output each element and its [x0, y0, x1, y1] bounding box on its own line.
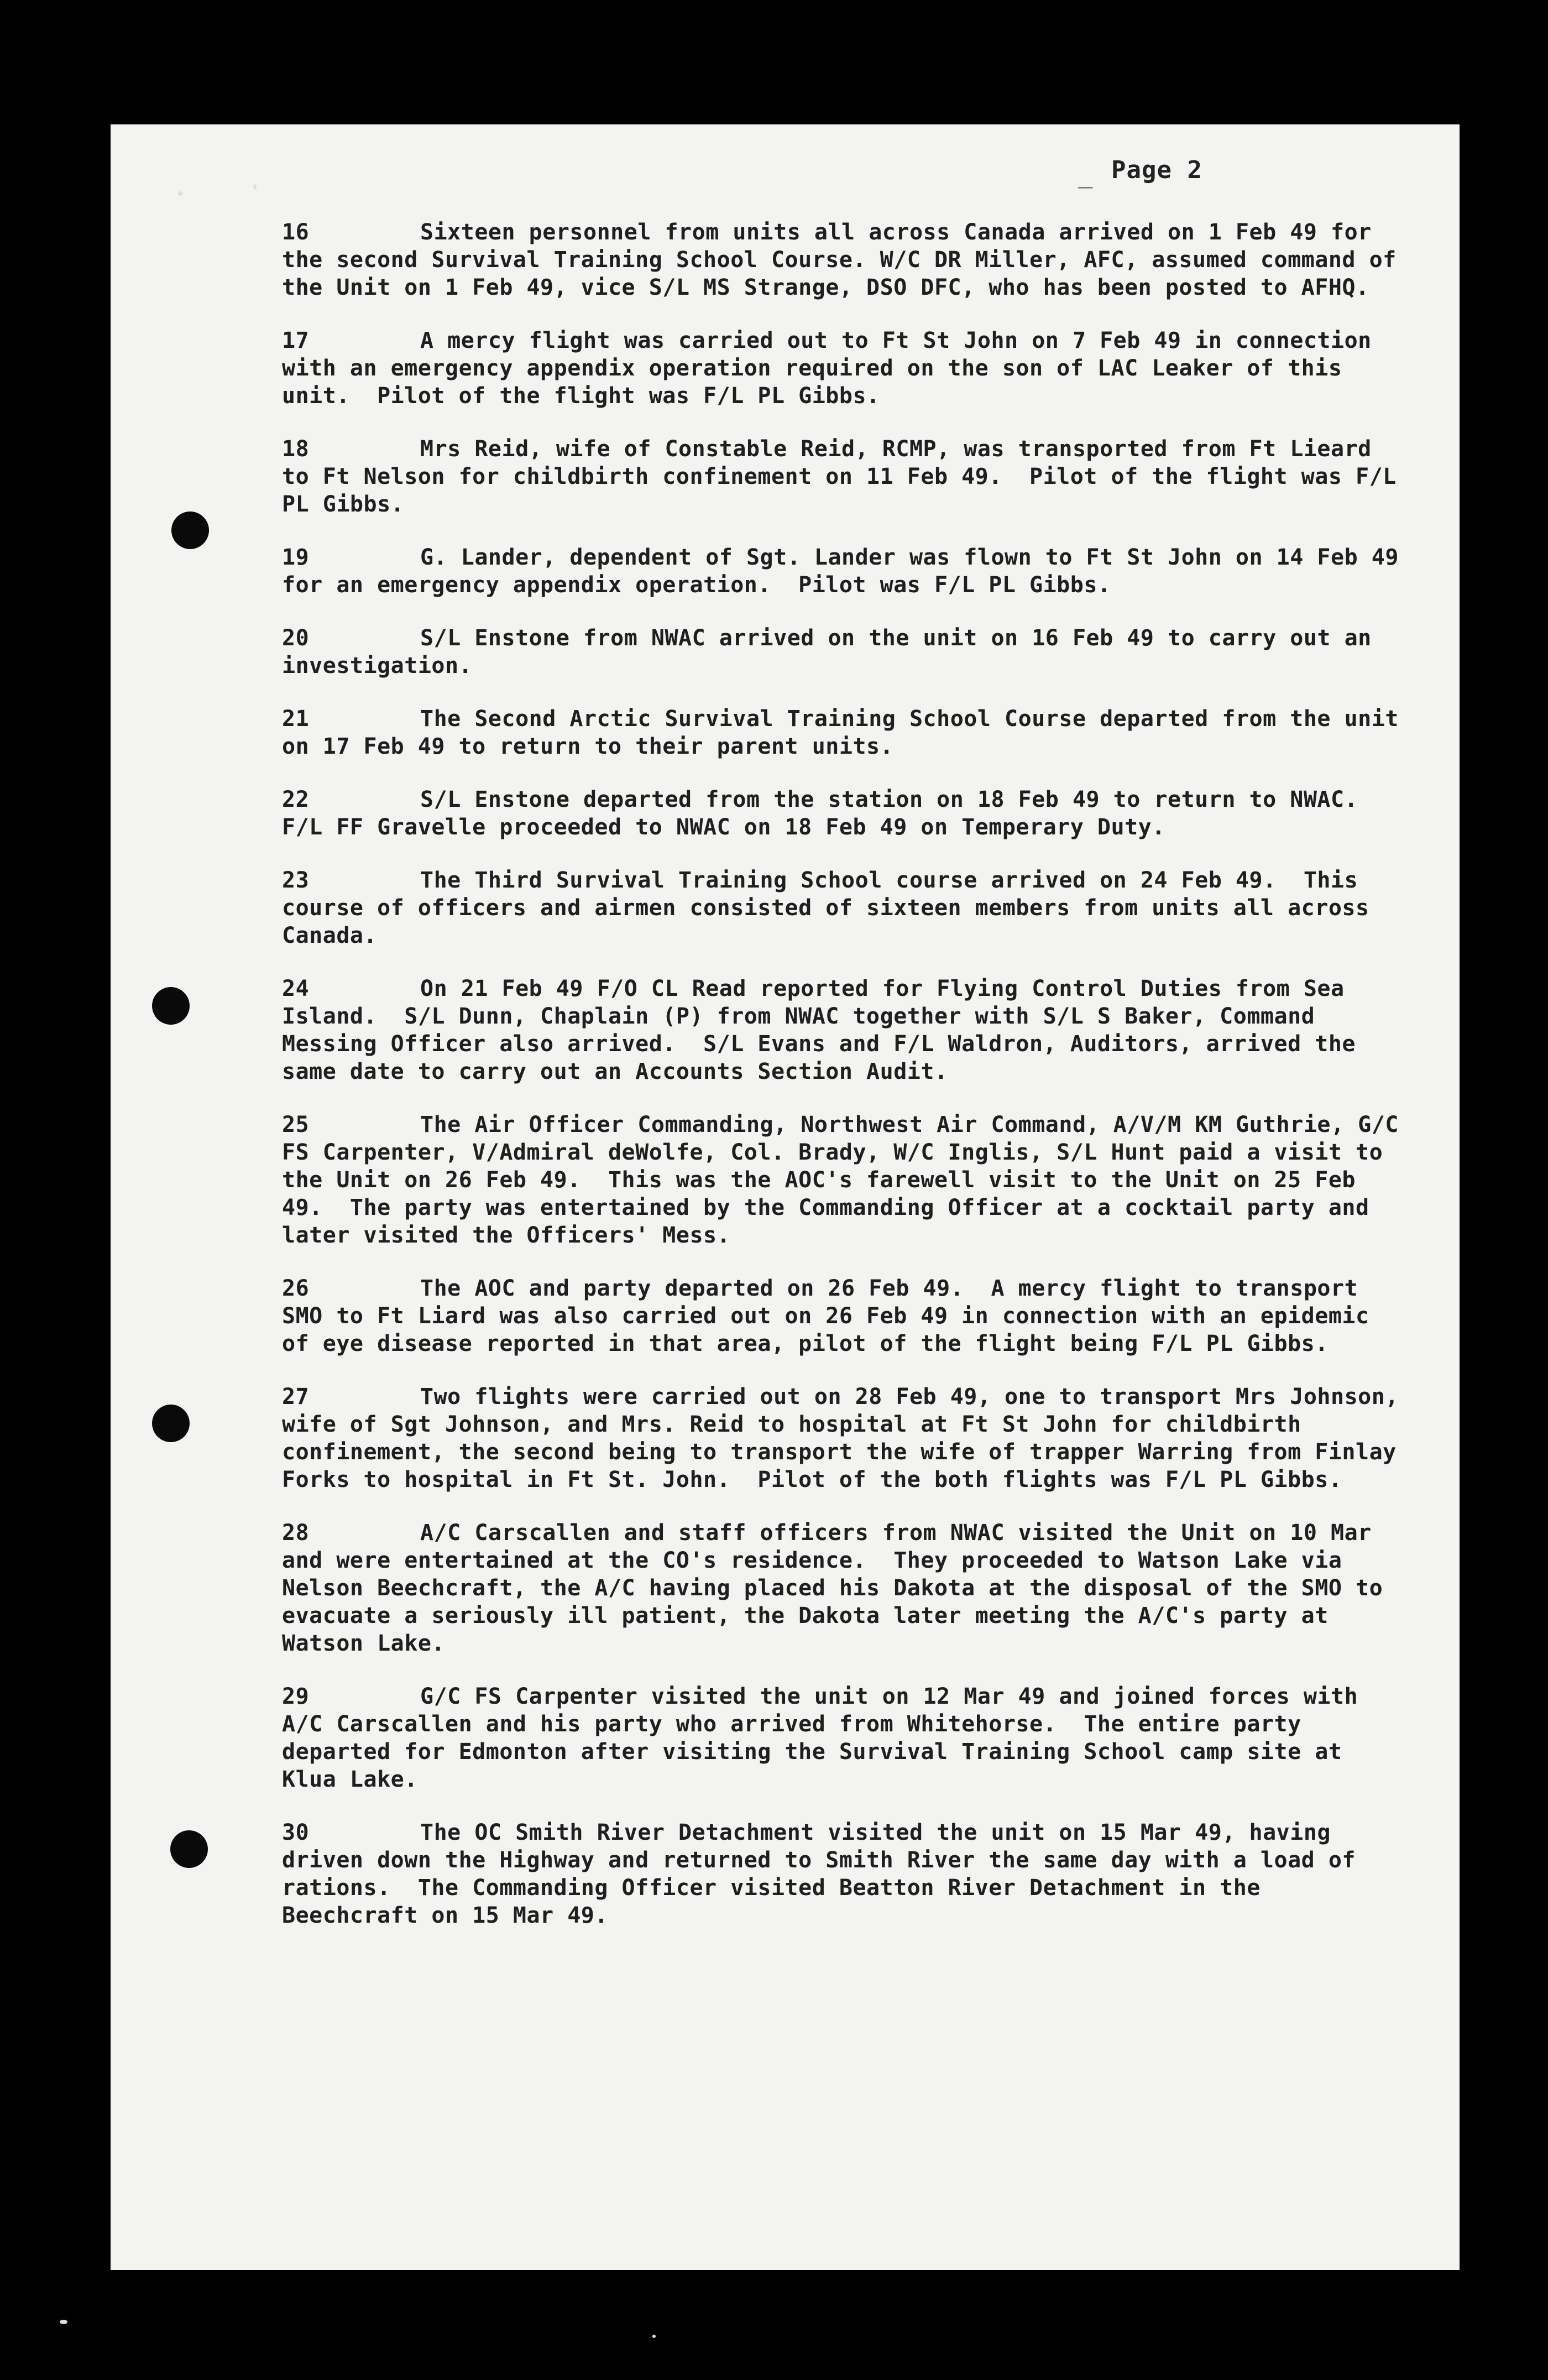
entry-text: S/L Enstone from NWAC arrived on the unit on 16 Feb 49 to carry out an investigation. — [282, 625, 1385, 678]
entry-text: The Second Arctic Survival Training School Course departed from the unit on 17 Feb 49 to return to their parent units. — [282, 706, 1413, 759]
entry-22 — [282, 786, 1404, 841]
entry-number: 20 — [282, 625, 310, 651]
entry-text: G. Lander, dependent of Sgt. Lander was flown to Ft St John on 14 Feb 49 for an emergency appendix operation. Pilot was F/L PL Gibbs. — [282, 545, 1413, 598]
entry-text: The AOC and party departed on 26 Feb 49. A mercy flight to transport SMO to Ft Liard was also carried out on 26 Feb 49 in connection with an epidemic of eye disease reported in that area, pilot of the flight being F/L PL Gibbs. — [282, 1276, 1383, 1356]
entry-number: 30 — [282, 1820, 310, 1845]
entry-16 — [282, 218, 1410, 301]
film-speck — [253, 184, 257, 190]
page-mark: _ — [1078, 160, 1093, 189]
entry-30 — [282, 1819, 1404, 1929]
entry-28 — [282, 1519, 1404, 1657]
entry-21 — [282, 705, 1413, 760]
entry-number: 19 — [282, 545, 310, 570]
entry-23 — [282, 867, 1404, 949]
entry-number: 17 — [282, 328, 310, 353]
entries-list — [282, 218, 1413, 1955]
entry-text: A mercy flight was carried out to Ft St John on 7 Feb 49 in connection with an emergency appendix operation required on the son of LAC Leaker of this unit. Pilot of the flight was F/L PL Gibbs. — [282, 328, 1385, 409]
entry-number: 18 — [282, 436, 310, 462]
entry-text: Two flights were carried out on 28 Feb 49, one to transport Mrs Johnson, wife of Sgt Johnson, and Mrs. Reid to hospital at Ft St John for childbirth confinement, the second being to transport the wife of trapper Warring from Finlay Forks to hospital in Ft St. John. Pilot of the both flights was F/L PL Gibbs. — [282, 1384, 1413, 1492]
entry-number: 23 — [282, 868, 310, 893]
entry-number: 26 — [282, 1276, 310, 1301]
entry-text: G/C FS Carpenter visited the unit on 12 Mar 49 and joined forces with A/C Carscallen and his party who arrived from Whitehorse. The entire party departed for Edmonton after visiting the Survival Training School camp site at Klua Lake. — [282, 1684, 1372, 1792]
punch-hole — [171, 512, 209, 549]
entry-26 — [282, 1275, 1404, 1358]
punch-hole — [152, 1405, 190, 1442]
entry-27 — [282, 1383, 1413, 1494]
entry-number: 21 — [282, 706, 310, 732]
entry-number: 22 — [282, 787, 310, 812]
punch-hole — [170, 1830, 208, 1868]
entry-number: 27 — [282, 1384, 310, 1410]
entry-text: A/C Carscallen and staff officers from NWAC visited the Unit on 10 Mar and were entertained at the CO's residence. They proceeded to Watson Lake via Nelson Beechcraft, the A/C having placed his Dakota at the disposal of the SMO to evacuate a seriously ill patient, the Dakota later meeting the A/C's party at Watson Lake. — [282, 1520, 1397, 1656]
entry-text: The Third Survival Training School course arrived on 24 Feb 49. This course of officers and airmen consisted of sixteen members from units all across Canada. — [282, 868, 1383, 948]
film-speck — [178, 191, 182, 196]
film-speck — [652, 2335, 656, 2338]
entry-text: The Air Officer Commanding, Northwest Air Command, A/V/M KM Guthrie, G/C FS Carpenter, V/Admiral deWolfe, Col. Brady, W/C Inglis, S/L Hunt paid a visit to the Unit on 26 Feb 49. This was the AOC's farewell visit to the Unit on 25 Feb 49. The party was entertained by the Commanding Officer at a cocktail party and later visited the Officers' Mess. — [282, 1112, 1413, 1248]
entry-17 — [282, 327, 1404, 410]
entry-number: 28 — [282, 1520, 310, 1546]
entry-20 — [282, 624, 1404, 680]
entry-number: 16 — [282, 220, 310, 245]
page-number: Page 2 — [1111, 156, 1202, 184]
entry-24 — [282, 975, 1404, 1085]
entry-text: On 21 Feb 49 F/O CL Read reported for Flying Control Duties from Sea Island. S/L Dunn, Chaplain (P) from NWAC together with S/L S Baker, Command Messing Officer also arrived. S/L Evans and F/L Waldron, Auditors, arrived the same date to carry out an Accounts Section Audit. — [282, 976, 1369, 1084]
entry-text: Sixteen personnel from units all across Canada arrived on 1 Feb 49 for the second Survival Training School Course. W/C DR Miller, AFC, assumed command of the Unit on 1 Feb 49, vice S/L MS Strange, DSO DFC, who has been posted to AFHQ. — [282, 220, 1410, 300]
entry-18 — [282, 435, 1410, 518]
entry-text: S/L Enstone departed from the station on 18 Feb 49 to return to NWAC. F/L FF Gravelle proceeded to NWAC on 18 Feb 49 on Temperary Duty. — [282, 787, 1372, 840]
entry-number: 24 — [282, 976, 310, 1001]
entry-19 — [282, 544, 1413, 599]
film-speck — [60, 2320, 67, 2324]
punch-hole — [152, 987, 190, 1025]
entry-25 — [282, 1111, 1413, 1249]
entry-29 — [282, 1683, 1404, 1793]
entry-number: 29 — [282, 1684, 310, 1709]
entry-text: The OC Smith River Detachment visited the unit on 15 Mar 49, having driven down the Highway and returned to Smith River the same day with a load of rations. The Commanding Officer visited Beatton River Detachment in the Beechcraft on 15 Mar 49. — [282, 1820, 1369, 1928]
entry-number: 25 — [282, 1112, 310, 1137]
entry-text: Mrs Reid, wife of Constable Reid, RCMP, was transported from Ft Lieard to Ft Nelson for childbirth confinement on 11 Feb 49. Pilot of the flight was F/L PL Gibbs. — [282, 436, 1410, 517]
